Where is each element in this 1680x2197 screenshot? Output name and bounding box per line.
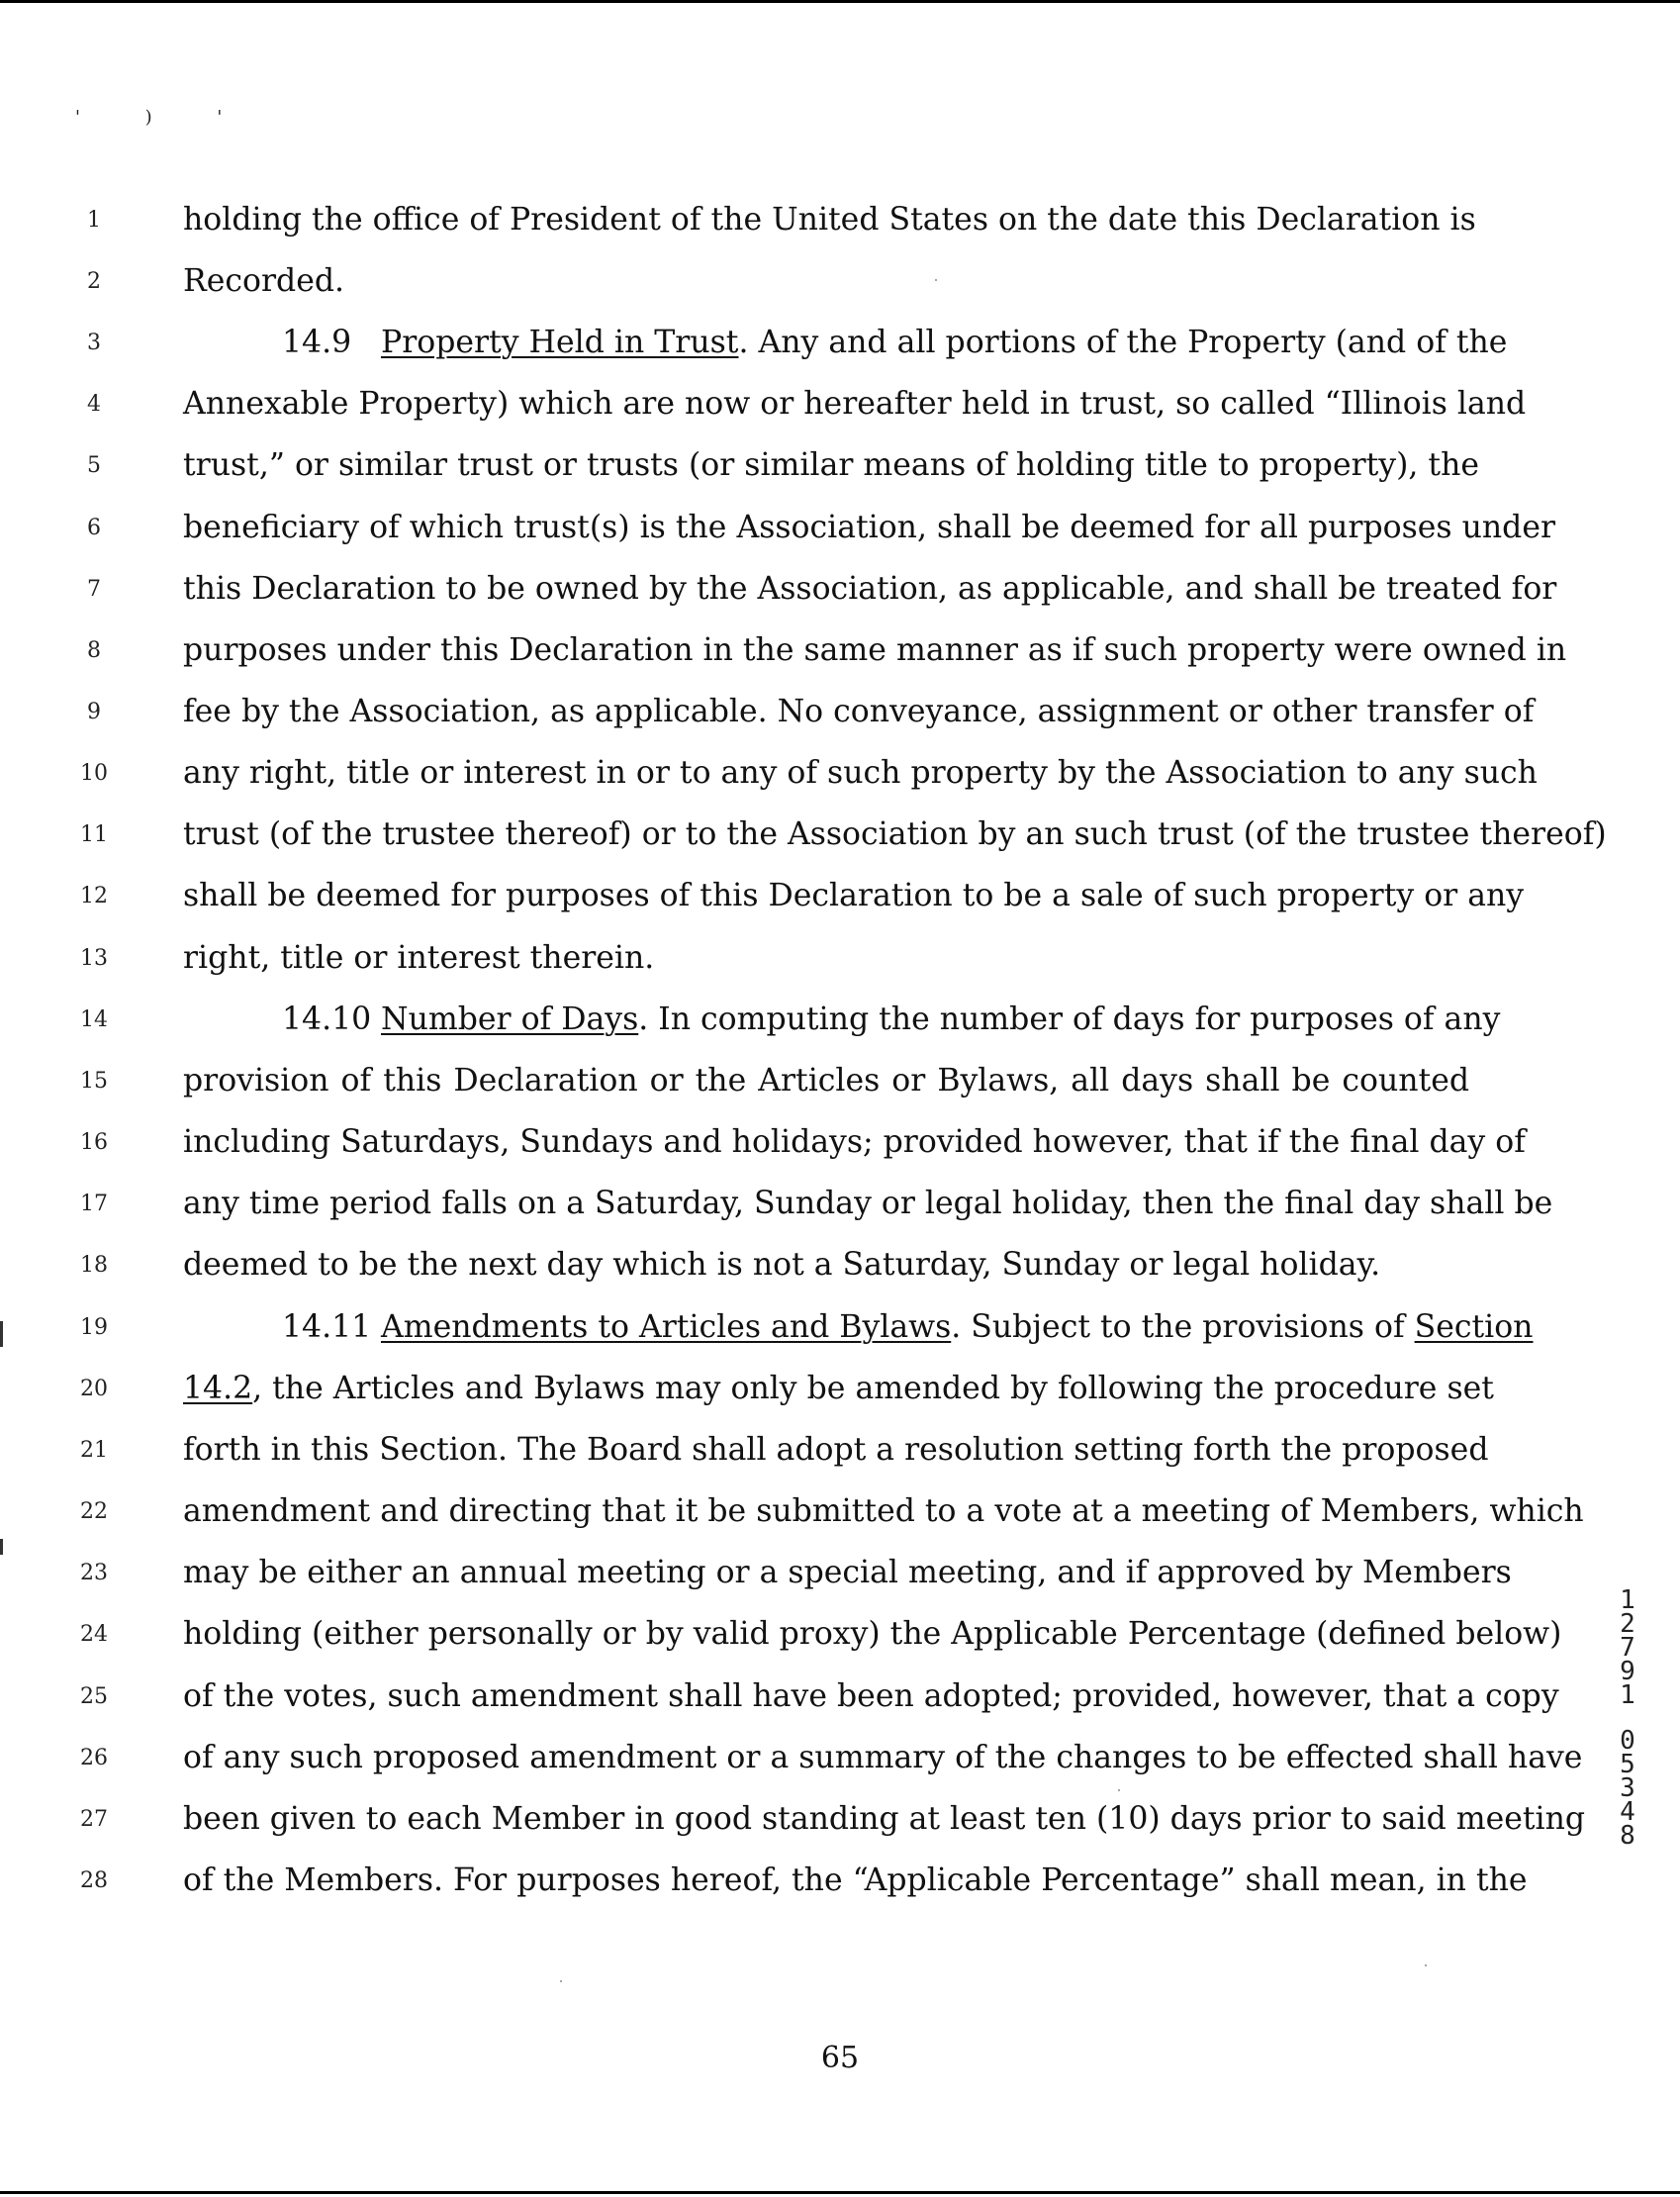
text-line: deemed to be the next day which is not a Saturday, Sunday or legal holiday. [183, 1247, 1381, 1283]
line-number: 1 [87, 208, 101, 233]
section-heading: Property Held in Trust [381, 325, 739, 360]
text-line: fee by the Association, as applicable. No conveyance, assignment or other transfer of [183, 694, 1535, 729]
text-line: may be either an annual meeting or a special meeting, and if approved by Members [183, 1555, 1512, 1590]
line-number: 13 [80, 946, 108, 971]
text-line: including Saturdays, Sundays and holidays; provided however, that if the final day of [183, 1124, 1526, 1160]
text-line: of the Members. For purposes hereof, the “Applicable Percentage” shall mean, in the [183, 1863, 1528, 1898]
line-number: 4 [87, 392, 101, 417]
line-number: 14 [80, 1007, 108, 1032]
section-heading-line [183, 1309, 1534, 1345]
line-number: 9 [87, 700, 101, 724]
recording-number [1613, 1585, 1642, 1851]
text-line: of the votes, such amendment shall have been adopted; provided, however, that a copy [183, 1678, 1559, 1714]
text-line: amendment and directing that it be submitted to a vote at a meeting of Members, which [183, 1493, 1584, 1529]
line-number: 10 [80, 761, 108, 786]
text-line: beneficiary of which trust(s) is the Association, shall be deemed for all purposes under [183, 510, 1556, 545]
line-number: 7 [87, 577, 101, 602]
scan-marks: ' ) ' [75, 107, 252, 128]
line-number: 6 [87, 516, 101, 540]
scan-margin-mark [0, 1539, 3, 1555]
scan-speck [935, 279, 937, 281]
scan-speck [560, 1980, 562, 1982]
section-reference: 14.2 [183, 1371, 253, 1406]
section-reference: Section [1414, 1309, 1534, 1345]
section-number: 14.11 [282, 1309, 372, 1345]
line-number: 2 [87, 269, 101, 294]
scan-margin-mark [0, 1321, 3, 1347]
line-number: 11 [80, 822, 108, 847]
text-line: any right, title or interest in or to any of such property by the Association to any such [183, 755, 1538, 791]
text-line: any time period falls on a Saturday, Sunday or legal holiday, then the final day shall be [183, 1186, 1553, 1221]
text-line: Annexable Property) which are now or hereafter held in trust, so called “Illinois land [183, 386, 1527, 422]
section-number: 14.10 [282, 1002, 372, 1037]
section-heading: Number of Days [381, 1002, 639, 1037]
line-number: 17 [80, 1192, 108, 1216]
line-number: 3 [87, 331, 101, 355]
text-line: right, title or interest therein. [183, 940, 655, 976]
line-number: 15 [80, 1069, 108, 1094]
recording-number-top: 1 2 7 9 1 [1620, 1585, 1635, 1710]
recording-number-bottom: 0 5 3 4 8 [1620, 1726, 1635, 1851]
line-number: 19 [80, 1315, 108, 1340]
line-number: 8 [87, 638, 101, 663]
line-number: 21 [80, 1438, 108, 1463]
section-heading-line [183, 325, 1508, 360]
line-number: 16 [80, 1130, 108, 1155]
line-number: 22 [80, 1499, 108, 1524]
text-line: holding the office of President of the United States on the date this Declaration is [183, 202, 1476, 238]
line-number: 5 [87, 453, 101, 478]
line-number: 20 [80, 1377, 108, 1401]
text-line: trust,” or similar trust or trusts (or similar means of holding title to property), the [183, 447, 1480, 483]
section-heading: Amendments to Articles and Bylaws [381, 1309, 952, 1345]
top-border [0, 0, 1680, 3]
scan-speck [1118, 1789, 1120, 1791]
line-number: 12 [80, 884, 108, 908]
line-number: 28 [80, 1868, 108, 1893]
text-line: holding (either personally or by valid proxy) the Applicable Percentage (defined below) [183, 1616, 1562, 1652]
text-fragment: . Subject to the provisions of [951, 1309, 1415, 1345]
text-fragment: . In computing the number of days for purposes of any [638, 1002, 1501, 1037]
text-line: trust (of the trustee thereof) or to the Association by an such trust (of the trustee thereof) [183, 816, 1607, 852]
text-line: this Declaration to be owned by the Association, as applicable, and shall be treated for [183, 571, 1557, 607]
text-line: provision of this Declaration or the Articles or Bylaws, all days shall be counted [183, 1063, 1469, 1098]
text-line: Recorded. [183, 263, 345, 299]
line-number: 18 [80, 1253, 108, 1278]
line-number: 23 [80, 1561, 108, 1585]
line-number: 26 [80, 1746, 108, 1770]
text-line: of any such proposed amendment or a summary of the changes to be effected shall have [183, 1740, 1583, 1775]
scan-speck [1425, 1964, 1427, 1966]
page-number: 65 [820, 2041, 860, 2075]
text-line: forth in this Section. The Board shall adopt a resolution setting forth the proposed [183, 1432, 1489, 1468]
text-fragment: . Any and all portions of the Property (and of the [738, 325, 1508, 360]
text-line [183, 1371, 1494, 1406]
text-line: purposes under this Declaration in the same manner as if such property were owned in [183, 632, 1567, 668]
text-fragment: , the Articles and Bylaws may only be amended by following the procedure set [252, 1371, 1494, 1406]
section-number: 14.9 [282, 325, 352, 360]
text-line: shall be deemed for purposes of this Declaration to be a sale of such property or any [183, 878, 1525, 913]
text-line: been given to each Member in good standing at least ten (10) days prior to said meeting [183, 1801, 1586, 1837]
line-number: 27 [80, 1807, 108, 1832]
bottom-border [0, 2191, 1680, 2194]
section-heading-line [183, 1002, 1501, 1037]
line-number: 25 [80, 1684, 108, 1709]
line-number: 24 [80, 1622, 108, 1647]
